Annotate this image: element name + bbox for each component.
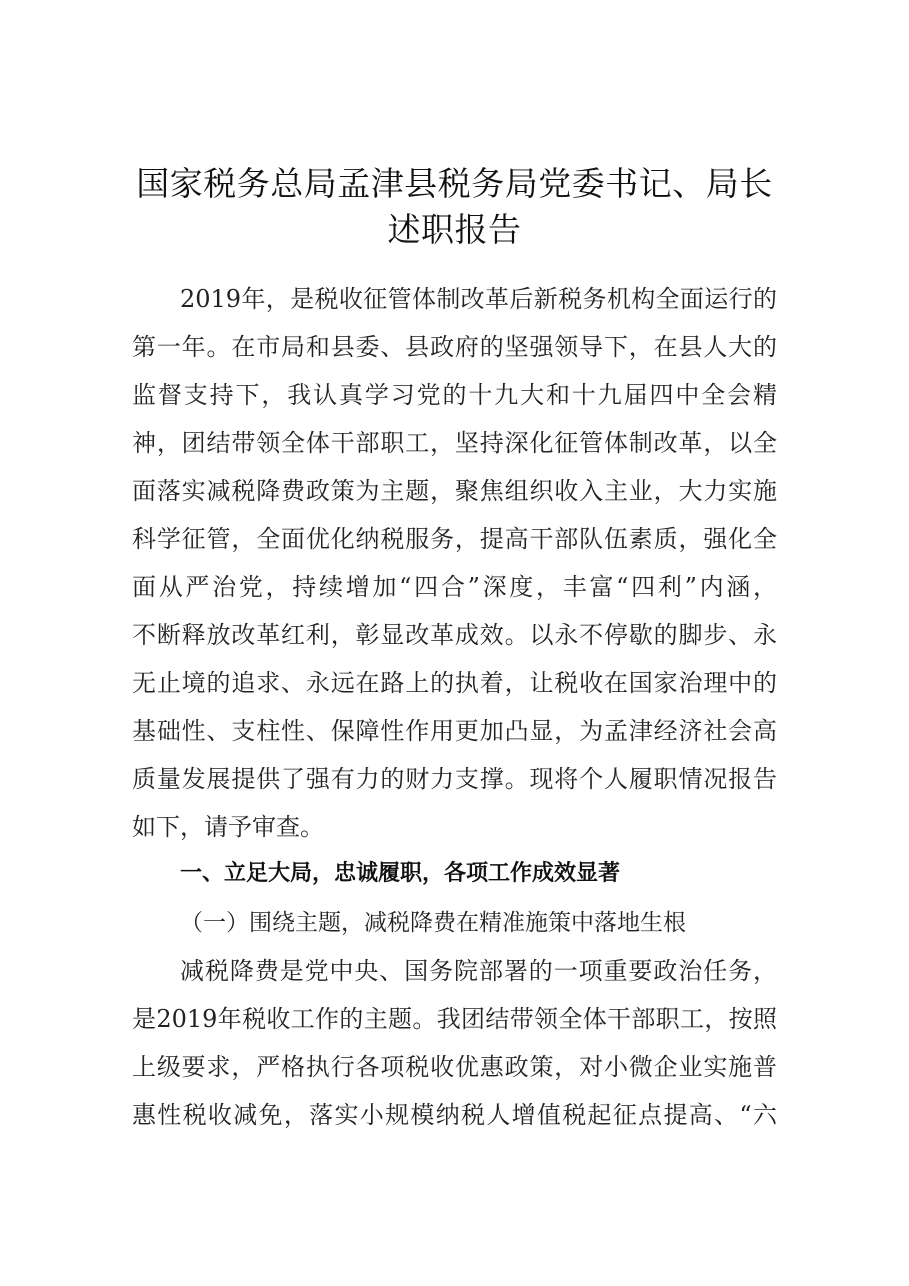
intro-line: 科学征管，全面优化纳税服务，提高干部队伍素质，强化全 <box>132 525 777 553</box>
intro-line: 面落实减税降费政策为主题，聚焦组织收入主业，大力实施 <box>132 477 777 505</box>
intro-line: 不断释放改革红利，彰显改革成效。以永不停歇的脚步、永 <box>132 621 777 649</box>
body-line: 减税降费是党中央、国务院部署的一项重要政治任务， <box>180 957 777 985</box>
intro-line: 质量发展提供了强有力的财力支撑。现将个人履职情况报告 <box>132 765 777 793</box>
document-title-line-1: 国家税务总局孟津县税务局党委书记、局长 <box>136 164 773 203</box>
intro-line: 无止境的追求、永远在路上的执着，让税收在国家治理中的 <box>132 669 777 697</box>
intro-line: 基础性、支柱性、保障性作用更加凸显，为孟津经济社会高 <box>132 717 777 745</box>
intro-line: 面从严治党，持续增加“四合”深度，丰富“四利”内涵， <box>132 573 777 601</box>
intro-line: 第一年。在市局和县委、县政府的坚强领导下，在县人大的 <box>132 333 777 361</box>
document-title-line-2: 述职报告 <box>387 210 522 249</box>
body-line: 惠性税收减免，落实小规模纳税人增值税起征点提高、“六 <box>132 1101 777 1129</box>
intro-line: 监督支持下，我认真学习党的十九大和十九届四中全会精 <box>132 381 777 409</box>
subsection-heading-1: （一）围绕主题，减税降费在精准施策中落地生根 <box>180 910 686 936</box>
intro-line: 神，团结带领全体干部职工，坚持深化征管体制改革，以全 <box>132 429 777 457</box>
intro-line: 如下，请予审查。 <box>132 813 324 841</box>
intro-line: 2019年，是税收征管体制改革后新税务机构全面运行的 <box>180 285 777 313</box>
body-line: 上级要求，严格执行各项税收优惠政策，对小微企业实施普 <box>132 1053 777 1081</box>
body-line: 是2019年税收工作的主题。我团结带领全体干部职工，按照 <box>132 1005 777 1033</box>
section-heading-1: 一、立足大局，忠诚履职，各项工作成效显著 <box>180 861 621 886</box>
